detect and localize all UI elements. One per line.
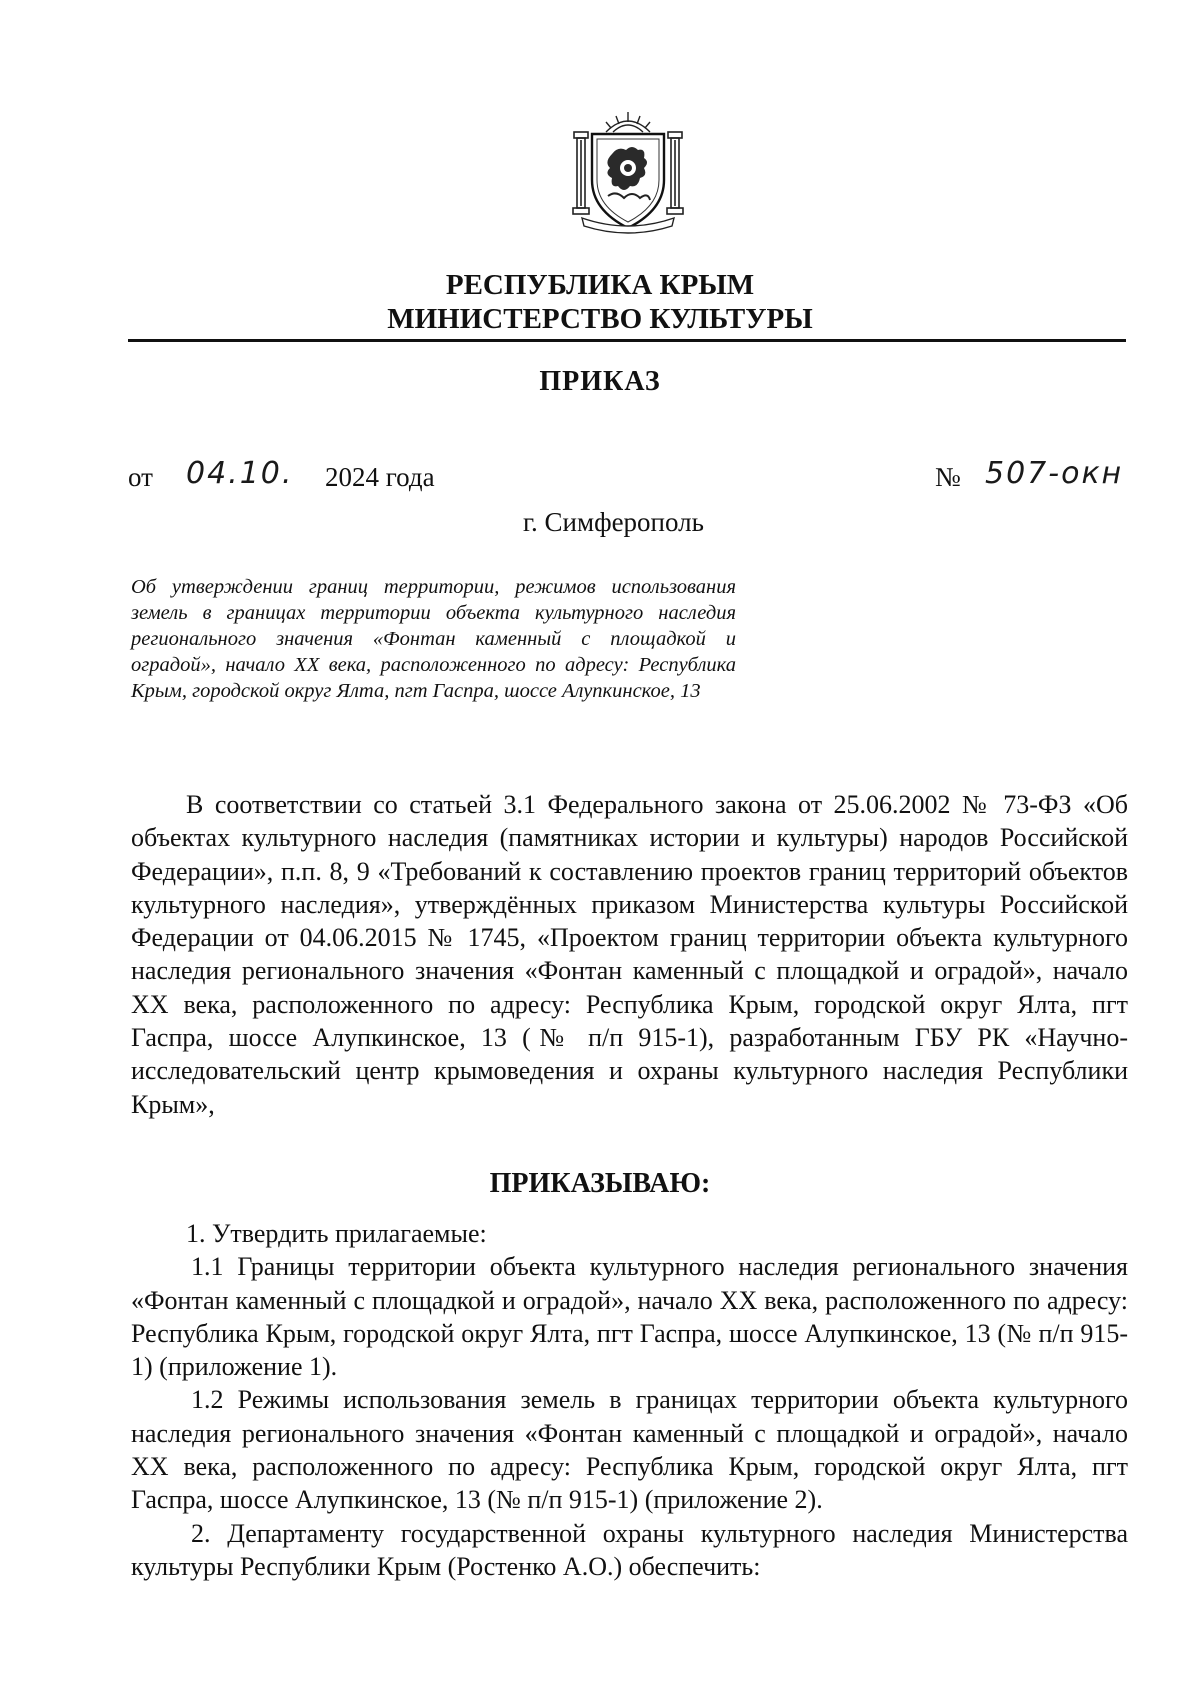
order-number-label: № — [935, 462, 961, 492]
date-year: 2024 года — [325, 462, 435, 492]
order-item-1-2: 1.2 Режимы использования земель в границах территории объекта культурного наследия регионального значения «Фонтан каменный с площадкой и оградой», начало XX века, расположенного по адресу: Республика Крым, городской округ Ялта, пгт Гаспра, шоссе Алупкинское, 13 (№ п/п 915-1) (приложение 2). — [131, 1385, 1128, 1515]
order-items — [131, 1217, 1128, 1583]
order-number-handwritten: 507-окн — [985, 456, 1124, 491]
date-handwritten: 04.10. — [186, 456, 294, 491]
crimea-coat-of-arms-icon — [568, 110, 688, 236]
preamble-paragraph: В соответствии со статьей 3.1 Федерального закона от 25.06.2002 № 73-ФЗ «Об объектах культурного наследия (памятниках истории и культуры) народов Российской Федерации», п.п. 8, 9 «Требований к составлению проектов границ территорий объектов культурного наследия», утверждённых приказом Министерства культуры Российской Федерации от 04.06.2015 № 1745, «Проектом границ территории объекта культурного наследия регионального значения «Фонтан каменный с площадкой и оградой», начало XX века, расположенного по адресу: Республика Крым, городской округ Ялта, пгт Гаспра, шоссе Алупкинское, 13 (№ п/п 915-1), разработанным ГБУ РК «Научно-исследовательский центр крымоведения и охраны культурного наследия Республики Крым», — [131, 790, 1128, 1119]
order-heading: ПРИКАЗЫВАЮ: — [489, 1168, 711, 1199]
order-item-2: 2. Департаменту государственной охраны культурного наследия Министерства культуры Республики Крым (Ростенко А.О.) обеспечить: — [131, 1518, 1128, 1581]
document-city: г. Симферополь — [523, 507, 704, 537]
header-divider — [128, 339, 1126, 342]
document-subject: Об утверждении границ территории, режимов использования земель в границах территории объекта культурного наследия регионального значения «Фонтан каменный с площадкой и оградой», начало XX века, расположенного по адресу: Республика Крым, городской округ Ялта, пгт Гаспра, шоссе Алупкинское, 13 — [131, 576, 736, 702]
order-item-1: 1. Утвердить прилагаемые: — [186, 1219, 487, 1248]
document-type-title: ПРИКАЗ — [539, 366, 661, 397]
header-ministry: МИНИСТЕРСТВО КУЛЬТУРЫ — [387, 303, 813, 335]
date-from-label: от — [128, 462, 153, 492]
header-republic: РЕСПУБЛИКА КРЫМ — [445, 269, 755, 301]
order-item-1-1: 1.1 Границы территории объекта культурного наследия регионального значения «Фонтан каменный с площадкой и оградой», начало XX века, расположенного по адресу: Республика Крым, городской округ Ялта, пгт Гаспра, шоссе Алупкинское, 13 (№ п/п 915-1) (приложение 1). — [131, 1252, 1128, 1382]
